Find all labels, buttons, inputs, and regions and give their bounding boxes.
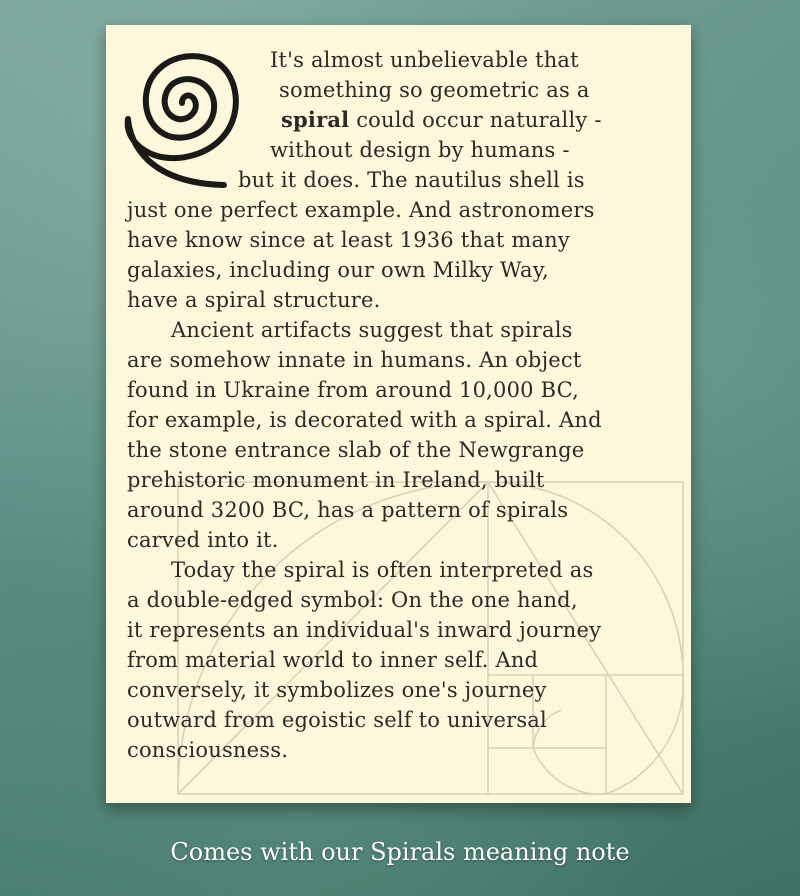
- text-line: spiral could occur naturally -: [281, 107, 602, 132]
- text-line: around 3200 BC, has a pattern of spirals: [127, 498, 569, 522]
- text-line: galaxies, including our own Milky Way,: [127, 258, 549, 282]
- meaning-note-card: [106, 25, 691, 803]
- text-line: found in Ukraine from around 10,000 BC,: [127, 378, 580, 402]
- text-line: Today the spiral is often interpreted as: [171, 558, 594, 582]
- text-line: just one perfect example. And astronomers: [127, 198, 595, 222]
- text-line: are somehow innate in humans. An object: [127, 348, 582, 372]
- paragraph-2: [127, 315, 687, 555]
- text-line: prehistoric monument in Ireland, built: [127, 468, 545, 492]
- text-line: from material world to inner self. And: [127, 648, 539, 672]
- paragraph-3: [127, 555, 687, 765]
- text-line: the stone entrance slab of the Newgrange: [127, 438, 585, 462]
- text-line: something so geometric as a: [279, 78, 590, 102]
- text-line: outward from egoistic self to universal: [127, 708, 547, 732]
- text-line: without design by humans -: [270, 138, 570, 162]
- paragraph-1: [127, 45, 687, 315]
- text-line: but it does. The nautilus shell is: [238, 168, 585, 192]
- caption-text: Comes with our Spirals meaning note: [170, 838, 630, 866]
- bold-word: spiral: [281, 107, 350, 132]
- text-line: for example, is decorated with a spiral. And: [127, 408, 602, 432]
- text-line: carved into it.: [127, 528, 279, 552]
- text-line: consciousness.: [127, 738, 289, 762]
- note-body: [127, 45, 687, 765]
- text-line: It's almost unbelievable that: [270, 48, 579, 72]
- text-line: conversely, it symbolizes one's journey: [127, 678, 547, 702]
- text-line: it represents an individual's inward journey: [127, 618, 602, 642]
- text-line: have a spiral structure.: [127, 288, 381, 312]
- text-line: a double-edged symbol: On the one hand,: [127, 588, 578, 612]
- text-line: Ancient artifacts suggest that spirals: [171, 318, 573, 342]
- text-line: have know since at least 1936 that many: [127, 228, 570, 252]
